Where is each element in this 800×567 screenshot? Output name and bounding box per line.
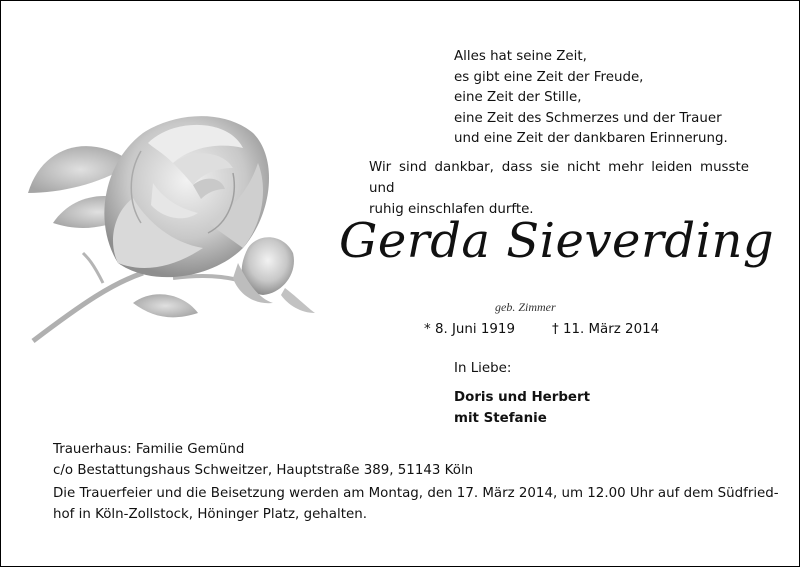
poem-line: es gibt eine Zeit der Freude,	[454, 69, 644, 85]
deceased-name: Gerda Sieverding	[339, 213, 775, 269]
rose-image	[23, 73, 323, 353]
family-names	[454, 387, 590, 429]
ceremony-details	[53, 484, 779, 525]
mourning-house-address: c/o Bestattungshaus Schweitzer, Hauptstraße 389, 51143 Köln	[53, 462, 474, 478]
poem-line: eine Zeit der Stille,	[454, 90, 582, 106]
gratitude-line: Wir sind dankbar, dass sie nicht mehr leiden musste und	[369, 160, 749, 196]
poem-line: und eine Zeit der dankbaren Erinnerung.	[454, 131, 728, 147]
gratitude-line: ruhig einschlafen durfte.	[369, 202, 534, 217]
birth-date: * 8. Juni 1919	[424, 322, 515, 337]
poem-line: Alles hat seine Zeit,	[454, 49, 587, 64]
ceremony-line: hof in Köln-Zollstock, Höninger Platz, gehalten.	[53, 506, 367, 522]
death-date: † 11. März 2014	[552, 322, 660, 337]
maiden-name: geb. Zimmer	[495, 300, 556, 314]
gratitude-text	[369, 157, 749, 220]
poem	[454, 47, 728, 150]
mourning-house	[53, 440, 473, 481]
mourning-house-line: Trauerhaus: Familie Gemünd	[53, 442, 245, 457]
family-line: mit Stefanie	[454, 411, 547, 426]
poem-line: eine Zeit des Schmerzes und der Trauer	[454, 110, 722, 126]
ceremony-line: Die Trauerfeier und die Beisetzung werden am Montag, den 17. März 2014, um 12.00 Uhr auf dem Südfried-	[53, 486, 779, 501]
family-line: Doris und Herbert	[454, 390, 591, 405]
in-love-label: In Liebe:	[454, 361, 512, 376]
